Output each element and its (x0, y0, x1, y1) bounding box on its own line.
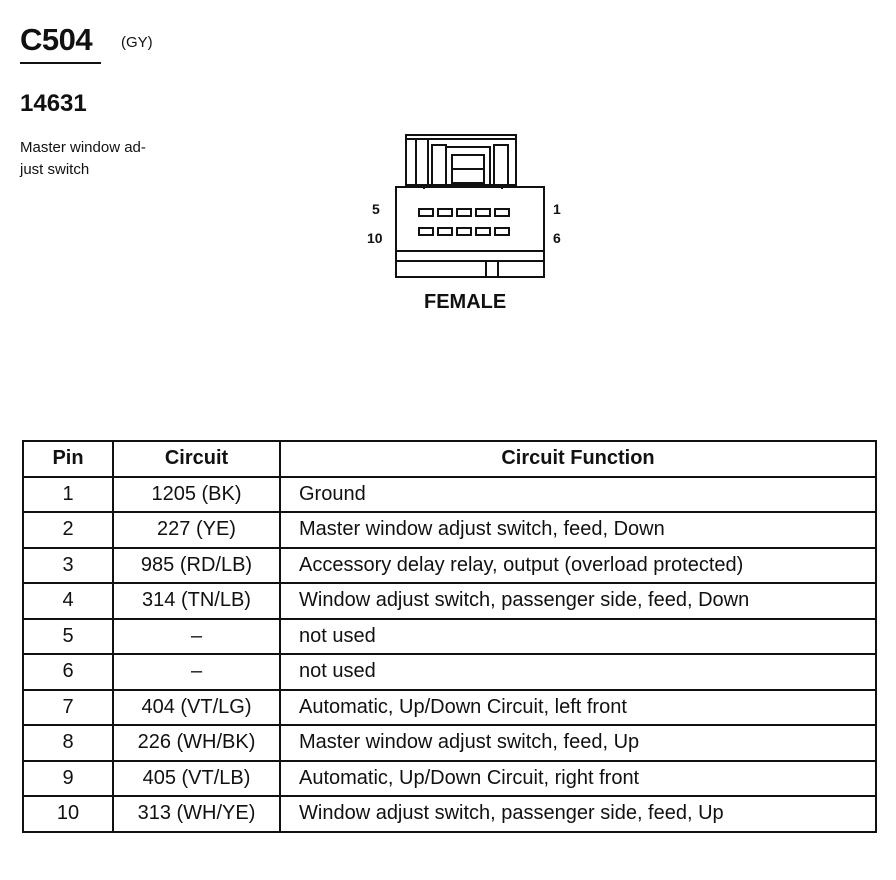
pin-cell: 10 (23, 796, 113, 832)
pin-cell: 6 (23, 654, 113, 690)
function-cell: not used (280, 654, 876, 690)
header-circuit-function: Circuit Function (280, 441, 876, 477)
pin-row-top (419, 209, 509, 216)
function-cell: not used (280, 619, 876, 655)
table-row (23, 725, 876, 761)
pin-6-label: 6 (553, 230, 561, 246)
circuit-cell: – (113, 619, 280, 655)
connector-id-underline (20, 62, 101, 64)
pin-5-label: 5 (372, 201, 380, 217)
table-row (23, 512, 876, 548)
circuit-cell: 985 (RD/LB) (113, 548, 280, 584)
pin-cell: 7 (23, 690, 113, 726)
pin-circuit-table (22, 440, 877, 833)
left-latch-tab (416, 139, 428, 185)
circuit-cell: 226 (WH/BK) (113, 725, 280, 761)
circuit-cell: 314 (TN/LB) (113, 583, 280, 619)
function-cell: Master window adjust switch, feed, Down (280, 512, 876, 548)
pin-cell: 5 (23, 619, 113, 655)
function-cell: Window adjust switch, passenger side, feed, Up (280, 796, 876, 832)
part-number: 14631 (20, 90, 87, 117)
pin-cell: 4 (23, 583, 113, 619)
pin-cell: 9 (23, 761, 113, 797)
latch-housing (406, 135, 516, 185)
description-line-1: Master window ad- (20, 139, 146, 156)
table-header-row (23, 441, 876, 477)
circuit-cell: 313 (WH/YE) (113, 796, 280, 832)
function-cell: Master window adjust switch, feed, Up (280, 725, 876, 761)
pin-cell: 2 (23, 512, 113, 548)
header-pin: Pin (23, 441, 113, 477)
pin-1-label: 1 (553, 201, 561, 217)
table-row (23, 654, 876, 690)
pin-cell: 3 (23, 548, 113, 584)
circuit-cell: 405 (VT/LB) (113, 761, 280, 797)
header-circuit: Circuit (113, 441, 280, 477)
pin-cell: 8 (23, 725, 113, 761)
table-row (23, 583, 876, 619)
function-cell: Automatic, Up/Down Circuit, right front (280, 761, 876, 797)
connector-id: C504 (20, 22, 93, 57)
right-latch-tab (494, 145, 508, 185)
circuit-cell: 1205 (BK) (113, 477, 280, 513)
function-cell: Window adjust switch, passenger side, feed, Down (280, 583, 876, 619)
circuit-cell: – (113, 654, 280, 690)
description-line-2: just switch (20, 161, 90, 178)
function-cell: Ground (280, 477, 876, 513)
pin-cell: 1 (23, 477, 113, 513)
connector-description (20, 137, 170, 181)
table-row (23, 690, 876, 726)
function-cell: Accessory delay relay, output (overload protected) (280, 548, 876, 584)
table-row (23, 548, 876, 584)
table-row (23, 796, 876, 832)
function-cell: Automatic, Up/Down Circuit, left front (280, 690, 876, 726)
connector-face-drawing (360, 125, 560, 285)
table-row (23, 619, 876, 655)
connector-color: (GY) (121, 34, 153, 51)
circuit-cell: 227 (YE) (113, 512, 280, 548)
circuit-cell: 404 (VT/LG) (113, 690, 280, 726)
pin-10-label: 10 (367, 230, 383, 246)
table-row (23, 761, 876, 797)
connector-gender-label: FEMALE (424, 291, 507, 313)
pin-row-bottom (419, 228, 509, 235)
table-row (23, 477, 876, 513)
